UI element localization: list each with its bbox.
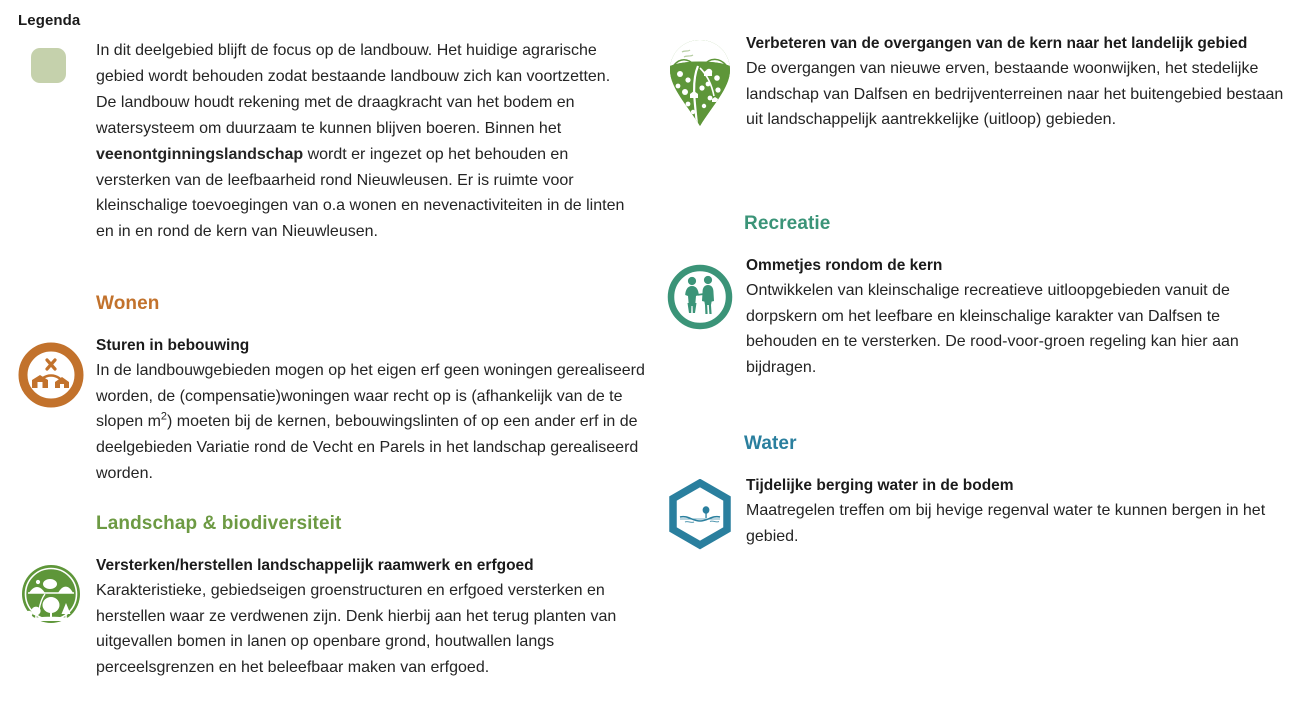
item-body: Karakteristieke, gebiedseigen groenstructuren en erfgoed versterken en herstellen waar ze verdwenen zijn. Denk hierbij aan het terug planten van uitgevallen bomen in lanen op openbare grond, houtwallen langs perceelsgrenzen en het beleefbaar maken van erfgoed.	[96, 581, 617, 677]
circle-landscape-trees-icon	[18, 561, 84, 627]
legend-color-swatch	[31, 48, 66, 83]
item-body: Ontwikkelen van kleinschalige recreatieve uitloopgebieden vanuit de dorpskern om het leefbare en kleinschalige karakter van Dalfsen te behouden en te versterken. De rood-voor-groen regeling kan hier aan bijdragen.	[746, 281, 1239, 377]
item-title: Verbeteren van de overgangen van de kern naar het landelijk gebied	[746, 35, 1248, 52]
circle-houses-no-build-icon	[18, 342, 84, 408]
map-pin-village-icon	[664, 36, 736, 132]
item-title: Sturen in bebouwing	[96, 337, 250, 354]
item-verbeteren-overgangen	[664, 34, 1292, 133]
item-versterken-herstellen-raamwerk	[18, 556, 660, 681]
legend-description-text	[96, 38, 631, 245]
item-body: Maatregelen treffen om bij hevige regenval water te kunnen bergen in het gebied.	[746, 501, 1266, 545]
hexagon-water-storage-icon	[664, 479, 736, 557]
item-body-part1: In de landbouwgebieden mogen op het eigen erf geen woningen gerealiseerd worden, de (compensatie)woningen waar recht op is (afhankelijk van de te slopen m	[96, 361, 645, 431]
item-tijdelijke-berging-water	[664, 476, 1292, 557]
legenda-heading: Legenda	[18, 12, 81, 29]
item-body: De overgangen van nieuwe erven, bestaande woonwijken, het stedelijke landschap van Dalfsen en bedrijventerreinen naar het buitengebied bestaan uit landschappelijk aantrekkelijke (uitloop) gebieden.	[746, 59, 1284, 129]
item-body-part2: ) moeten bij de kernen, bebouwingslinten of op een ander erf in de deelgebieden Variatie rond de Vecht en Parels in het landschap gerealiseerd worden.	[96, 413, 639, 483]
legend-desc-part1: In dit deelgebied blijft de focus op de landbouw. Het huidige agrarische gebied wordt behouden zodat bestaande landbouw zich kan voortzetten. De landbouw houdt rekening met de draagkracht van het bodem en watersysteem om duurzaam te kunnen blijven boeren. Binnen het	[96, 42, 611, 137]
legend-description	[96, 38, 631, 245]
legend-desc-part2: wordt er ingezet op het behouden en versterken van de leefbaarheid rond Nieuwleusen. Er is ruimte voor kleinschalige toevoegingen van o.a wonen en nevenactiviteiten in de linten en in en rond de kern van Nieuwleusen.	[96, 145, 625, 241]
legend-desc-bold: veenontginningslandschap	[96, 145, 304, 163]
legend-swatch-row	[18, 38, 660, 245]
item-body-superscript: 2	[160, 411, 167, 424]
item-body	[96, 358, 660, 488]
item-title: Tijdelijke berging water in de bodem	[746, 477, 1014, 494]
item-sturen-in-bebouwing	[18, 336, 660, 487]
item-title: Ommetjes rondom de kern	[746, 257, 943, 274]
circle-two-walkers-icon	[664, 261, 736, 333]
section-heading-recreatie: Recreatie	[744, 213, 831, 234]
section-heading-water: Water	[744, 433, 797, 454]
section-heading-landschap: Landschap & biodiversiteit	[96, 513, 342, 534]
section-heading-wonen: Wonen	[96, 293, 160, 314]
item-ommetjes-rondom-de-kern	[664, 256, 1292, 381]
item-title: Versterken/herstellen landschappelijk raamwerk en erfgoed	[96, 557, 534, 574]
